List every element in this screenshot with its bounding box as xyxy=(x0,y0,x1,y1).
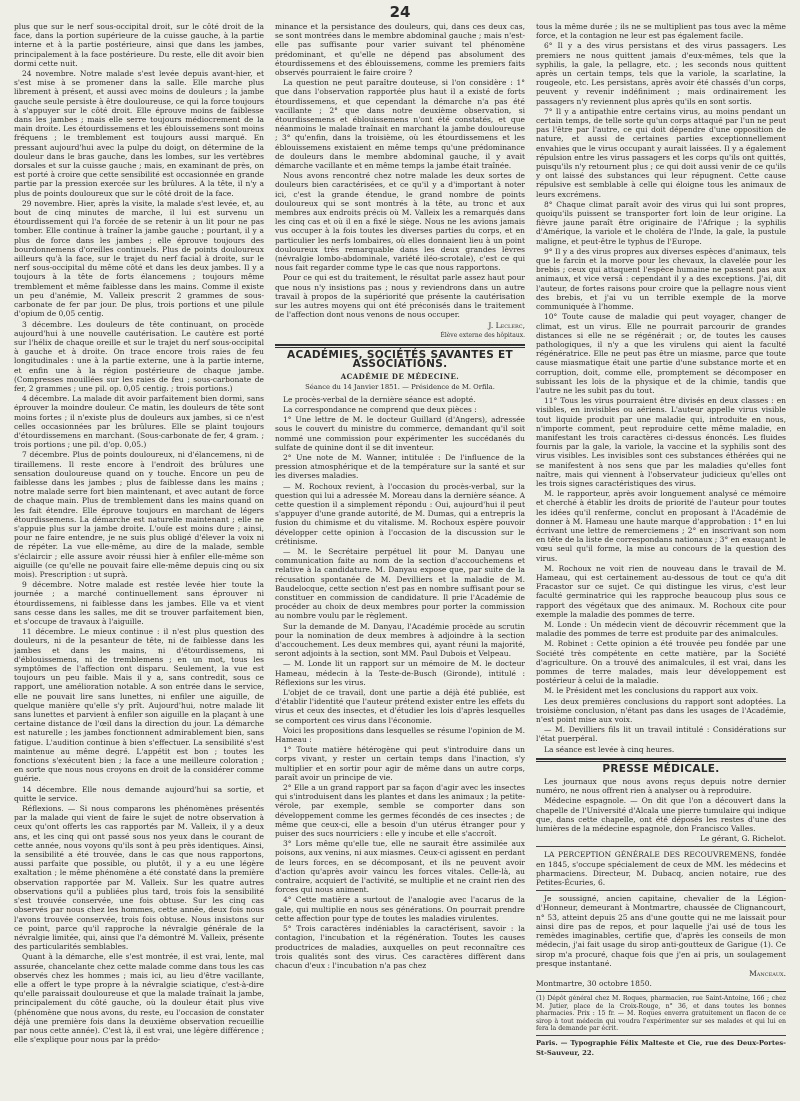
paragraph: 10° Toute cause de maladie qui peut voyager, changer de climat, est un virus. Elle ne pourrait parcourir de grandes distances si elle ne se régénérait ; or, de toutes les causes pathologiques, il n'y a que les virulens qui aient la faculté régénératrice. Elle ne peut pas être un miasme, parce que toute cause miasmatique était une partie d'une substance morte et en corruption, doit, comme elle, promptement se décomposer en subissant les lois de la physique et de la chimie, tandis que l'autre ne les subit pas du tout. xyxy=(536,312,786,395)
paragraph: Voici les propositions dans lesquelles se résume l'opinion de M. Hameau : xyxy=(275,725,525,745)
paragraph: 24 novembre. Notre malade s'est levée depuis avant-hier, et s'est mise à se promener dans la salle. Elle marche plus librement à présent, et aussi avec moins de douleurs ; la jambe gauche seule persiste à être douloureuse, ce qui la force toujours à s'appuyer sur le côté droit. Elle éprouve moins de faiblesse dans les jambes ; mais elle serre toujours médiocrement de la main droite. Les étourdissemens et les éblouissemens sont moins fréquens ; le tremblement est toujours aussi marqué. En pressant aujourd'hui avec la pulpe du doigt, on détermine de la douleur dans le bras gauche, dans les lombes, sur les vertèbres dorsales et sur la cuisse gauche ; mais, en examinant de près, on est porté à croire que cette sensibilité est occasionnée en grande partie par la pression exercée sur les brûlures. A la tête, il n'y a plus de points douloureux que sur le côté droit de la face. xyxy=(14,69,264,198)
paragraph: M. le rapporteur, après avoir longuement analysé ce mémoire et cherché à établir les droits de priorité de l'auteur pour toutes les idées qu'il renferme, conclut en proposant à l'Académie de donner à M. Hameau une haute marque d'approbation : 1° en lui écrivant une lettre de remerciemens ; 2° en inscrivant son nom en tête de la liste de correspondans nationaux ; 3° en exauçant le vœu seul qu'il forme, la mise au concours de la question des virus. xyxy=(536,489,786,563)
paragraph: La correspondance ne comprend que deux pièces : xyxy=(283,404,477,414)
paragraph: 2° Une note de M. Wanner, intitulée : De l'influence de la pression atmosphérique et de la température sur la santé et sur les diverses maladies. xyxy=(275,452,525,481)
paragraph: La séance est levée à cinq heures. xyxy=(544,744,675,754)
paragraph: 1° Toute matière hétérogène qui peut s'introduire dans un corps vivant, y rester un certain temps dans l'inaction, s'y multiplier et en sortir pour agir de même dans un autre corps, paraît avoir un principe de vie. xyxy=(275,745,525,782)
paragraph: 11 décembre. Le mieux continue : il n'est plus question des douleurs, ni de la pesanteur de tête, ni de faiblesse dans les jambes et dans les mains, ni d'étourdissemens, ni d'éblouissemens, ni de tremblemens ; en un mot, tous les symptômes de l'affection ont disparu. Seulement, la vue est toujours un peu faible. Mais il y a, sans contredit, sous ce rapport, une amélioration notable. A son entrée dans le service, elle ne pouvait lire sans lunettes, ni enfiler une aiguille, de quelque manière qu'elle s'y prît. Aujourd'hui, notre malade lit sans lunettes et parvient à enfiler son aiguille en la plaçant à une certaine distance de l'œil dans la direction du jour. La démarche est naturelle ; les jambes fonctionnent admirablement bien, sans fatigue. L'audition continue à bien s'effectuer. La sensibilité s'est maintenue au même degré. L'appétit est bon ; toutes les fonctions s'exécutent bien ; la face a une meilleure coloration ; en sorte que nous nous croyons en droit de la considérer comme guérie. xyxy=(14,627,264,784)
ad-signature: Manceaux. xyxy=(749,968,786,978)
advertisement: Je soussigné, ancien capitaine, chevalier de la Légion-d'Honneur, demeurant à Montmartre, chaussée de Clignancourt, n° 53, atteint depuis 25 ans d'une goutte qui ne me laissait pour ainsi dire pas de repos, et pour laquelle j'ai usé de tous les remèdes imaginables, certifie que, d'après les conseils de mon médecin, j'ai fait usage du sirop anti-goutteux de Garigue (1). Ce sirop m'a procuré, chaque fois que j'en ai pris, un soulagement presque instantané. xyxy=(536,894,786,968)
paragraph: Le procès-verbal de la dernière séance est adopté. xyxy=(283,394,476,404)
paragraph: M. Robinet : Cette opinion a été trouvée peu fondée par une Société très compétente en cette matière, par la Société d'agriculture. On a trouvé des animalcules, il est vrai, dans les pommes de terre malades, mais leur développement est postérieur à celui de la maladie. xyxy=(536,639,786,686)
printer-footer: Paris. — Typographie Félix Malteste et Cie, rue des Deux-Portes-St-Sauveur, 22. xyxy=(536,1039,786,1057)
paragraph: 4° Cette matière a surtout de l'analogie avec l'acarus de la gale, qui multiplie en nous ses générations. On pourrait prendre cette affection pour type de toutes les maladies virulentes. xyxy=(275,895,525,923)
paragraph: minance et la persistance des douleurs, qui, dans ces deux cas, se sont montrées dans le membre abdominal gauche ; mais n'est-elle pas suffisante pour varier suivant tel phénomène prédominant, et qu'elle ne dépend pas absolument des étourdissemens et des éblouissemens, comme les premiers faits observés pourraient le faire croire ? xyxy=(275,22,525,78)
academy-title: ACADÉMIE DE MÉDECINE. xyxy=(340,372,460,382)
column-right xyxy=(536,22,786,1094)
paragraph: 9° Il y a des virus propres aux diverses espèces d'animaux, tels que le farcin et la morve pour les chevaux, la clavelée pour les brebis ; ceux qui attaquent l'espèce humaine ne passent pas aux animaux, et vice versâ : cependant il y a des exceptions. J'ai, dit l'auteur, de fortes raisons pour croire que la pellagre nous vient des brebis, et j'ai vu un terrible exemple de la morve communiquée à l'homme. xyxy=(536,246,786,312)
paragraph: 7° Il y a antipathie entre certains virus, au moins pendant un certain temps, de telle sorte qu'un corps attaqué par l'un ne peut pas l'être par l'autre, ce qui doit dépendre d'une opposition de nature, et aussi de certaines parties exceptionnellement envahies que le virus occupant y aurait laissées. Il y a également répulsion entre les virus passagers et les corps qu'ils ont quittés, puisqu'ils n'y retournent plus ; ce qui doit aussi venir de ce qu'ils y ont laissé des substances qui leur répugnent. Cette cause répulsive est semblable à celle qui éloigne tous les animaux de leurs excrémens. xyxy=(536,106,786,199)
paragraph: 3° Lors même qu'elle tue, elle ne saurait être assimilée aux poisons, aux venins, ni aux miasmes. Ceux-ci agissent en perdant de leurs forces, en se décomposant, et ils ne peuvent avoir d'action qu'après avoir vaincu les forces vitales. Celle-là, au contraire, acquiert de l'activité, se multiplie et ne craint rien des forces qui nous animent. xyxy=(275,839,525,895)
reflexions-paragraph: Réflexions. — Si nous comparons les phénomènes présentés par la malade qui vient de faire le sujet de notre observation à ceux qu'ont offerts les cas rapportés par M. Valleix, il y a deux ans, et les cinq qui ont passé sous nos yeux dans le courant de cette année, nous voyons qu'ils sont à peu près identiques. Ainsi, la sensibilité a été trouvée, dans le cas que nous rapportons, aussi parfaite que possible, ou plutôt, il y a eu une légère exaltation ; le même phénomène a été constaté dans la première observation rapportée par M. Valleix. Sur les quatre autres observations qu'il a publiées plus tard, trois fois la sensibilité s'est trouvée conservée, une fois obtuse. Sur les cinq cas observés par nous chez les hommes, cette année, deux fois nous l'avons trouvée conservée, trois fois obtuse. Nous insistons sur ce point, parce qu'il rapproche la névralgie générale de la névralgie limitée, qui, ainsi que l'a démontré M. Valleix, présente des particularités semblables. xyxy=(14,804,264,952)
author-title: Élève externe des hôpitaux. xyxy=(440,331,525,339)
paragraph: Nous avons rencontré chez notre malade les deux sortes de douleurs bien caractérisées, et ce qu'il y a d'important à noter ici, c'est la grande étendue, le grand nombre de points douloureux qui se sont montrés à la tête, au tronc et aux membres aux endroits précis où M. Valleix les a remarqués dans les cinq cas et où il en a fixé le siège. Nous ne les avions jamais vus occuper à la fois toutes les diverses parties du corps, et en particulier les nerfs lombaires, où elles donnaient lieu à un point douloureux très remarquable dans les deux grandes lèvres (névralgie lombo-abdominale, variété iléo-scrotale), c'est ce qui nous fait regarder comme type le cas que nous rapportons. xyxy=(275,171,525,273)
divider xyxy=(536,1035,786,1036)
paragraph: M. Londe : Un médecin vient de découvrir récemment que la maladie des pommes de terre est produite par des animalcules. xyxy=(536,620,786,639)
author-signature: J. Leclerc, xyxy=(488,320,525,330)
paragraph: 5° Trois caractères indéniables la caractérisent, savoir : la contagion, l'incubation et la régénération. Toutes les causes productrices de maladies, auxquelles on peut reconnaître ces trois qualités sont des virus. Ces caractères diffèrent dans chacun d'eux : l'incubation n'a pas chez xyxy=(275,924,525,970)
paragraph: tous la même durée ; ils ne se multiplient pas tous avec la même force, et la contagion ne leur est pas également facile. xyxy=(536,22,786,41)
paragraph: — M. Rochoux revient, à l'occasion du procès-verbal, sur la question qui lui a adressée M. Moreau dans la dernière séance. A cette question il a simplement répondu : Oui, aujourd'hui il peut s'appuyer d'une grande autorité, de M. Dumas, qui a entrepris la fusion du chimisme et du vitalisme. M. Rochoux espère pouvoir développer cette opinion à l'occasion de la discussion sur le crétinisme. xyxy=(275,481,525,546)
paragraph: 9 décembre. Notre malade est restée levée hier toute la journée ; a marché continuellement sans éprouver ni étourdissemens, ni faiblesse dans les jambes. Elle va et vient sans cesse dans les salles, me dit se trouver parfaitement bien, et s'occupe de travaux à l'aiguille. xyxy=(14,580,264,626)
gerant-signature: Le gérant, G. Richelot. xyxy=(699,834,786,844)
divider xyxy=(536,991,786,992)
paragraph: 3 décembre. Les douleurs de tête continuant, on procède aujourd'hui à une nouvelle cautérisation. Le cautère est porté sur l'hélix de chaque oreille et sur le trajet du nerf sous-occipital à gauche et à droite. On trace encore trois raies de feu longitudinales : une à la partie externe, une à la partie interne, et enfin une à la région postérieure de chaque jambe. (Compresses mouillées sur les raies de feu ; sous-carbonate de fer, 2 grammes ; une pil. op. 0,05 centig. ; trois portions.) xyxy=(14,319,264,393)
page-number: 24 xyxy=(389,3,411,21)
section-divider xyxy=(536,758,786,762)
paragraph: Les deux premières conclusions du rapport sont adoptées. La troisième conclusion, n'étant pas dans les usages de l'Académie, n'est point mise aux voix. xyxy=(536,696,786,725)
paragraph: M. le Président met les conclusions du rapport aux voix. xyxy=(544,686,759,696)
session-line: Séance du 14 Janvier 1851. — Présidence de M. Orfila. xyxy=(305,382,495,391)
paragraph: 11° Tous les virus pourraient être divisés en deux classes : en visibles, en invisibles ou aériens. L'auteur appelle virus visible tout liquide produit par une maladie qui, introduite en nous, n'importe comment, peut reproduire cette même maladie, en manifestant les trois caractères ci-dessus énoncés. Les fluides fournis par la gale, la variole, la vaccine et la syphilis sont des virus visibles. Les invisibles sont ces substances éthérées qui ne se manifestent à nos sens que par les maladies qu'elles font naître, mais qui viennent à l'observateur judicieux qu'elles ont les trois signes caractéristiques des virus. xyxy=(536,396,786,488)
paragraph: Médecine espagnole. — On dit que l'on a découvert dans la chapelle de l'Université d'Alcala une pierre tumulaire qui indique que, dans cette chapelle, ont été déposés les restes d'une des lumières de la médecine espagnole, don Francisco Valles. xyxy=(536,796,786,834)
section-divider xyxy=(275,344,525,348)
paragraph: plus que sur le nerf sous-occipital droit, sur le côté droit de la face, dans la portion supérieure de la cuisse gauche, à la partie interne et à la partie postérieure, ainsi que dans les jambes, principalement à la face postérieure. Du reste, elle dit avoir bien dormi cette nuit. xyxy=(14,22,264,68)
paragraph: M. Rochoux ne voit rien de nouveau dans le travail de M. Hameau, qui est certainement au-dessous de tout ce qu'a dit Fracastor sur ce sujet. Ce qui distingue les virus, c'est leur faculté germinatrice qui les rapproche beaucoup plus sous ce rapport des végétaux que des animaux. M. Rochoux cite pour exemple la maladie des pommes de terre. xyxy=(536,563,786,619)
footnote: (1) Dépôt général chez M. Roques, pharmacien, rue Saint-Antoine, 166 ; chez M. Jutier, place de la Croix-Rouge, n° 36, et dans toutes les bonnes pharmacies. Prix : 15 fr. — M. Roques enverra gratuitement un flacon de ce sirop à tout médecin qui voudra l'expérimenter sur ses malades et qui lui en fera la demande par écrit. xyxy=(536,995,786,1032)
paragraph: 14 décembre. Elle nous demande aujourd'hui sa sortie, et quitte le service. xyxy=(14,784,264,803)
paragraph: 7 décembre. Plus de points douloureux, ni d'élancemens, ni de tiraillemens. Il reste encore à l'endroit des brûlures une sensation douloureuse quand on y touche. Encore un peu de faiblesse dans les jambes ; plus de faiblesse dans les mains ; notre malade serre fort bien maintenant, et avec autant de force de chaque main. Plus de tremblement dans les mains quand on les fait étendre. Elle éprouve toujours en marchant de légers étourdissemens. La démarche est naturelle maintenant ; elle ne s'appuie plus sur la jambe droite. L'ouïe est moins dure ; ainsi, pour ne faire entendre, je ne suis plus obligé d'élever la voix ni de répéter. La vue elle-même, au dire de la malade, semble s'éclaircir ; elle assure avoir réussi hier à enfiler elle-même son aiguille (ce qu'elle ne pouvait faire elle-même depuis cinq ou six mois). Prescription : ut suprà. xyxy=(14,450,264,579)
divider xyxy=(536,890,786,891)
paragraph: Pour ce qui est du traitement, le résultat parle assez haut pour que nous n'y insistions pas ; nous y reviendrons dans un autre travail à propos de la supériorité que présente la cautérisation sur les autres moyens qui ont été préconisés dans le traitement de l'affection dont nous venons de nous occuper. xyxy=(275,273,525,320)
paragraph: Les journaux que nous avons reçus depuis notre dernier numéro, ne nous offrent rien à analyser ou à reproduire. xyxy=(536,777,786,796)
paragraph: 4 décembre. La malade dit avoir parfaitement bien dormi, sans éprouver la moindre douleur. Ce matin, les douleurs de tête sont moins fortes ; il n'existe plus de douleurs aux jambes, si ce n'est celles occasionnées par les brûlures. Elle se plaint toujours d'étourdissemens en marchant. (Sous-carbonate de fer, 4 gram. ; trois portions ; une pil. d'op. 0,05.) xyxy=(14,394,264,450)
paragraph: — M. Londe lit un rapport sur un mémoire de M. le docteur Hameau, médecin à la Teste-de-Busch (Gironde), intitulé : Réflexions sur les virus. xyxy=(275,659,525,687)
ad-date: Montmartre, 30 octobre 1850. xyxy=(536,979,652,989)
advertisement: LA PERCEPTION GÉNÉRALE DES RECOUVREMENS, fondée en 1845, s'occupe spécialement de ceux de MM. les médecins et pharmaciens. Directeur, M. Dubacq, ancien notaire, rue des Petites-Écuries, 6. xyxy=(536,850,786,888)
paragraph: — M. le Secrétaire perpétuel lit pour M. Danyau une communication faite au nom de la section d'accouchemens et relative à la candidature. M. Danyau expose que, par suite de la récusation spontanée de M. Devilliers et la maladie de M. Baudelocque, cette section n'est pas en nombre suffisant pour se constituer en commission de candidature. Il prie l'Académie de procéder au choix de deux membres pour porter la commission au nombre voulu par le règlement. xyxy=(275,546,525,621)
paragraph: 2° Elle a un grand rapport par sa façon d'agir avec les insectes qui s'introduisent dans les plantes et dans les animaux ; la petite-vérole, par exemple, semble se comporter dans son développement comme les germes fécondés de ces insectes ; de même que ceux-ci, elle a besoin d'un utérus étranger pour y puiser des sucs nourriciers : elle y incube et elle s'accroît. xyxy=(275,783,525,839)
column-left xyxy=(14,22,264,1094)
presse-title: PRESSE MÉDICALE. xyxy=(602,762,720,775)
paragraph: 1° Une lettre de M. le docteur Guillard (d'Angers), adressée sous le couvert du ministre du commerce, demandant qu'il soit nommé une commission pour expérimenter les succédanés du sulfate de quinine dont il se dit inventeur. xyxy=(275,415,525,452)
paragraph: Quant à la démarche, elle s'est montrée, il est vrai, lente, mal assurée, chancelante chez cette malade comme dans tous les cas observés chez les hommes ; mais ici, au lieu d'être vacillante, elle a offert le type propre à la névralgie sciatique, c'est-à-dire qu'elle paraissait douloureuse et que la malade traînait la jambe, principalement du côté gauche, où la douleur était plus vive (phénomène que nous avons, du reste, eu l'occasion de constater déjà une première fois dans la deuxième observation recueillie par nous cette année). C'est là, il est vrai, une légère différence ; elle s'explique pour nous par la prédo- xyxy=(14,952,264,1045)
paragraph: La question ne peut paraître douteuse, si l'on considère : 1° que dans l'observation rapportée plus haut il a existé de forts étourdissemens, et que cependant la démarche n'a pas été vacillante ; 2° que dans notre deuxième observation, si étourdissemens et éblouissemens n'ont été constatés, et que néanmoins le malade traînait en marchant la jambe douloureuse ; 3° qu'enfin, dans la troisième, où les étourdissemens et les éblouissemens existaient en même temps qu'une prédominance de douleurs dans le membre abdominal gauche, il y avait démarche vacillante et en même temps la jambe était traînée. xyxy=(275,78,525,171)
paragraph: 6° Il y a des virus persistans et des virus passagers. Les premiers ne nous quittent jamais d'eux-mêmes, tels que la syphilis, la gale, la pellagre, etc. ; les seconds nous quittent après un certain temps, tels que la variole, la scarlatine, la rougeole, etc. Les persistans, après avoir été chassés d'un corps, peuvent y revenir indéfiniment ; mais ordinairement les passagers n'y reviennent plus après qu'ils en sont sortis. xyxy=(536,41,786,106)
paragraph: 29 novembre. Hier, après la visite, la malade s'est levée, et, au bout de cinq minutes de marche, il lui est survenu un étourdissement qui l'a forcée de se retenir à un lit pour ne pas tomber. Elle continue à traîner la jambe gauche ; pourtant, il y a plus de force dans les jambes ; elle éprouve toujours des bourdonnemens d'oreilles continuels. Plus de points douloureux ailleurs qu'à la face, sur le trajet du nerf facial à droite, sur le nerf sous-occipital du même côté et dans les deux jambes. Il y a toujours à la tête de forts élancemens ; toujours même tremblement et même faiblesse dans les mains. Comme il existe un peu d'anémie, M. Valleix prescrit 2 grammes de sous-carbonate de fer par jour. De plus, trois portions et une pilule d'opium de 0,05 centig. xyxy=(14,198,264,319)
paragraph: — M. Devilliers fils lit un travail intitulé : Considérations sur l'état puerpéral. xyxy=(536,725,786,744)
divider xyxy=(536,846,786,847)
section-title: ACADÉMIES, SOCIÉTÉS SAVANTES ET ASSOCIATIONS. xyxy=(287,348,513,371)
paragraph: 8° Chaque climat paraît avoir des virus qui lui sont propres, quoiqu'ils puissent se transporter fort loin de leur origine. La fièvre jaune paraît être originaire de l'Afrique ; la syphilis d'Amérique, la variole et le choléra de l'Inde, la gale, la pustule maligne, et peut-être le typhus de l'Europe. xyxy=(536,199,786,246)
paragraph: L'objet de ce travail, dont une partie a déjà été publiée, est d'établir l'identité que l'auteur prétend exister entre les effets du virus et ceux des insectes, et d'étudier les lois d'après lesquelles se comportent ces virus dans l'économie. xyxy=(275,688,525,725)
column-middle xyxy=(275,22,525,1094)
paragraph: Sur la demande de M. Danyau, l'Académie procède au scrutin pour la nomination de deux membres à adjoindre à la section d'accouchement. Les deux membres qui, ayant réuni la majorité, seront adjoints à la section, sont MM. Paul Dubois et Velpeau. xyxy=(275,621,525,659)
